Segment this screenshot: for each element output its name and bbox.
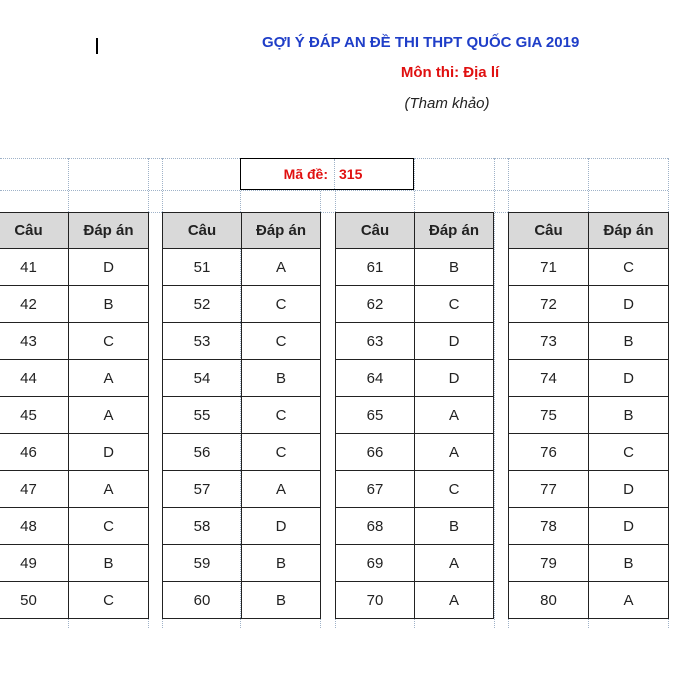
question-number: 48 xyxy=(0,508,69,545)
answer-letter: D xyxy=(589,508,669,545)
answer-letter: B xyxy=(589,323,669,360)
table-row xyxy=(163,434,321,471)
answer-letter: A xyxy=(415,545,494,582)
table-row xyxy=(509,360,669,397)
table-header-row xyxy=(336,213,494,249)
answer-letter: C xyxy=(415,471,494,508)
table-row xyxy=(163,397,321,434)
grid-line xyxy=(0,190,668,191)
answer-letter: B xyxy=(69,286,149,323)
table-row xyxy=(336,286,494,323)
table-row xyxy=(336,508,494,545)
column-header-question: Câu xyxy=(336,213,415,249)
table-row xyxy=(336,323,494,360)
table-row xyxy=(0,545,149,582)
table-row xyxy=(0,582,149,619)
question-number: 53 xyxy=(163,323,242,360)
question-number: 47 xyxy=(0,471,69,508)
answer-letter: B xyxy=(69,545,149,582)
table-row xyxy=(0,471,149,508)
question-number: 42 xyxy=(0,286,69,323)
question-number: 43 xyxy=(0,323,69,360)
question-number: 61 xyxy=(336,249,415,286)
question-number: 78 xyxy=(509,508,589,545)
question-number: 49 xyxy=(0,545,69,582)
answer-letter: A xyxy=(415,434,494,471)
reference-note: (Tham khảo) xyxy=(404,95,490,112)
question-number: 56 xyxy=(163,434,242,471)
answer-letter: A xyxy=(242,249,321,286)
question-number: 73 xyxy=(509,323,589,360)
answer-letter: C xyxy=(69,508,149,545)
question-number: 72 xyxy=(509,286,589,323)
column-header-answer: Đáp án xyxy=(589,213,669,249)
answer-letter: D xyxy=(69,434,149,471)
question-number: 69 xyxy=(336,545,415,582)
answer-letter: A xyxy=(415,582,494,619)
answer-letter: C xyxy=(242,323,321,360)
table-row xyxy=(0,323,149,360)
question-number: 51 xyxy=(163,249,242,286)
subject-label: Môn thi: Địa lí xyxy=(400,64,500,81)
exam-code-box[interactable] xyxy=(240,158,414,190)
answer-table-2 xyxy=(162,212,321,619)
table-row xyxy=(163,545,321,582)
question-number: 80 xyxy=(509,582,589,619)
question-number: 55 xyxy=(163,397,242,434)
table-row xyxy=(336,545,494,582)
question-number: 65 xyxy=(336,397,415,434)
table-row xyxy=(163,249,321,286)
table-row xyxy=(509,286,669,323)
table-row xyxy=(163,471,321,508)
question-number: 64 xyxy=(336,360,415,397)
answer-letter: B xyxy=(242,360,321,397)
question-number: 50 xyxy=(0,582,69,619)
question-number: 46 xyxy=(0,434,69,471)
question-number: 44 xyxy=(0,360,69,397)
answer-letter: D xyxy=(242,508,321,545)
table-row xyxy=(163,323,321,360)
column-header-question: Câu xyxy=(0,213,69,249)
answer-letter: C xyxy=(589,249,669,286)
page-title: GỢI Ý ĐÁP AN ĐỀ THI THPT QUỐC GIA 2019 xyxy=(262,34,580,51)
answer-letter: C xyxy=(589,434,669,471)
answer-letter: C xyxy=(69,323,149,360)
table-row xyxy=(0,397,149,434)
table-row xyxy=(509,323,669,360)
table-header-row xyxy=(0,213,149,249)
question-number: 79 xyxy=(509,545,589,582)
question-number: 54 xyxy=(163,360,242,397)
question-number: 63 xyxy=(336,323,415,360)
question-number: 75 xyxy=(509,397,589,434)
answer-letter: D xyxy=(589,471,669,508)
table-row xyxy=(0,508,149,545)
answer-letter: B xyxy=(242,545,321,582)
table-row xyxy=(509,545,669,582)
question-number: 67 xyxy=(336,471,415,508)
answer-letter: A xyxy=(69,471,149,508)
answer-letter: D xyxy=(589,360,669,397)
answer-letter: A xyxy=(69,397,149,434)
grid-line xyxy=(494,158,495,628)
text-cursor xyxy=(96,38,98,54)
exam-code-value: 315 xyxy=(339,166,363,182)
table-row xyxy=(0,434,149,471)
table-header-row xyxy=(163,213,321,249)
question-number: 62 xyxy=(336,286,415,323)
table-row xyxy=(336,249,494,286)
answer-letter: B xyxy=(415,249,494,286)
answer-letter: A xyxy=(415,397,494,434)
answer-letter: B xyxy=(415,508,494,545)
question-number: 77 xyxy=(509,471,589,508)
answer-letter: D xyxy=(589,286,669,323)
answer-letter: C xyxy=(242,397,321,434)
answer-table-3 xyxy=(335,212,494,619)
question-number: 71 xyxy=(509,249,589,286)
column-header-question: Câu xyxy=(163,213,242,249)
column-header-answer: Đáp án xyxy=(242,213,321,249)
table-row xyxy=(509,397,669,434)
answer-letter: D xyxy=(69,249,149,286)
answer-letter: D xyxy=(415,323,494,360)
column-header-question: Câu xyxy=(509,213,589,249)
answer-table-4 xyxy=(508,212,669,619)
table-row xyxy=(509,582,669,619)
answer-table-1 xyxy=(0,212,149,619)
answer-letter: B xyxy=(589,545,669,582)
answer-letter: C xyxy=(242,286,321,323)
table-row xyxy=(0,360,149,397)
question-number: 74 xyxy=(509,360,589,397)
table-row xyxy=(336,360,494,397)
column-header-answer: Đáp án xyxy=(415,213,494,249)
answer-letter: D xyxy=(415,360,494,397)
answer-letter: A xyxy=(69,360,149,397)
exam-code-label: Mã đề: xyxy=(241,159,335,189)
table-row xyxy=(336,582,494,619)
question-number: 52 xyxy=(163,286,242,323)
question-number: 45 xyxy=(0,397,69,434)
question-number: 59 xyxy=(163,545,242,582)
question-number: 70 xyxy=(336,582,415,619)
question-number: 57 xyxy=(163,471,242,508)
question-number: 66 xyxy=(336,434,415,471)
answer-letter: A xyxy=(589,582,669,619)
table-row xyxy=(509,249,669,286)
question-number: 60 xyxy=(163,582,242,619)
table-row xyxy=(0,286,149,323)
answer-letter: C xyxy=(242,434,321,471)
answer-letter: B xyxy=(242,582,321,619)
answer-letter: C xyxy=(69,582,149,619)
table-row xyxy=(163,360,321,397)
question-number: 76 xyxy=(509,434,589,471)
table-row xyxy=(163,286,321,323)
table-header-row xyxy=(509,213,669,249)
table-row xyxy=(336,434,494,471)
table-row xyxy=(0,249,149,286)
table-row xyxy=(509,508,669,545)
table-row xyxy=(509,434,669,471)
table-row xyxy=(163,582,321,619)
question-number: 68 xyxy=(336,508,415,545)
table-row xyxy=(336,397,494,434)
table-row xyxy=(336,471,494,508)
answer-letter: B xyxy=(589,397,669,434)
question-number: 41 xyxy=(0,249,69,286)
answer-letter: A xyxy=(242,471,321,508)
answer-letter: C xyxy=(415,286,494,323)
column-header-answer: Đáp án xyxy=(69,213,149,249)
table-row xyxy=(509,471,669,508)
table-row xyxy=(163,508,321,545)
question-number: 58 xyxy=(163,508,242,545)
